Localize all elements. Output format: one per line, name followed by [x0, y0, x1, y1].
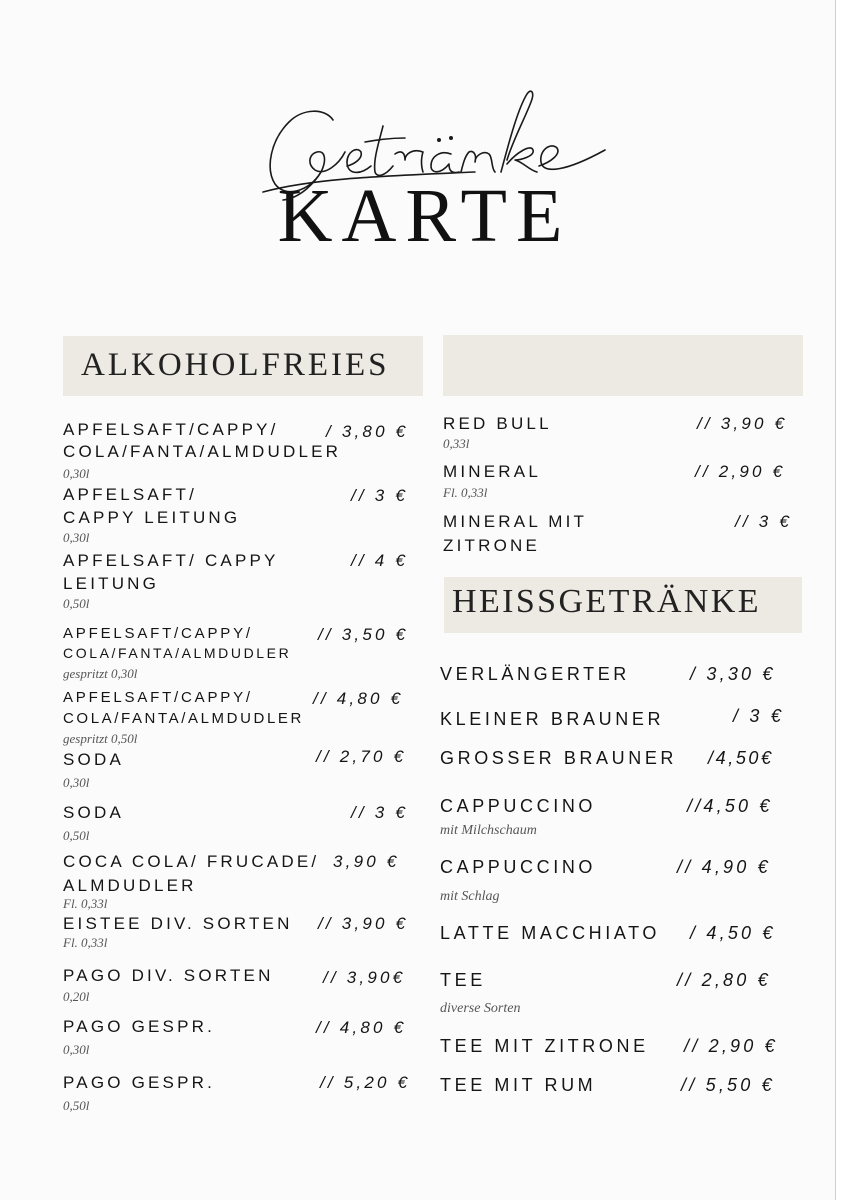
item-size: 0,30l [63, 530, 90, 545]
item-name: LATTE MACCHIATO [440, 923, 661, 943]
item-name: PAGO DIV. SORTEN [63, 966, 274, 985]
item-price: // 3 € [351, 803, 409, 822]
item-price: // 3 € [351, 486, 409, 505]
section-heading-heissgetraenke: HEISSGETRÄNKE [452, 583, 761, 620]
item-name-line2: COLA/FANTA/ALMDUDLER [63, 645, 292, 661]
item-price: // 3 € [735, 512, 793, 531]
item-name: CAPPUCCINO [440, 857, 597, 877]
item-name: PAGO GESPR. [63, 1073, 216, 1092]
item-price: / 3 € [733, 706, 785, 726]
item-name: RED BULL [443, 414, 552, 433]
item-size: Fl. 0,33l [63, 935, 108, 950]
item-size: Fl. 0,33l [443, 485, 488, 500]
item-name: CAPPUCCINO [440, 796, 597, 816]
item-size: 0,50l [63, 1098, 90, 1113]
item-price: 3,90 € [333, 852, 400, 871]
item-price: // 3,90 € [697, 414, 788, 433]
item-price: // 3,90€ [323, 968, 406, 987]
item-name: COCA COLA/ FRUCADE/ [63, 852, 320, 871]
item-name: TEE MIT ZITRONE [440, 1036, 649, 1056]
item-name: VERLÄNGERTER [440, 664, 630, 684]
section-banner-empty [443, 335, 803, 396]
item-price: // 2,70 € [316, 747, 407, 766]
item-name-line2: CAPPY LEITUNG [63, 508, 241, 527]
item-size: 0,50l [63, 596, 90, 611]
item-name: APFELSAFT/ CAPPY [63, 551, 279, 570]
item-name-line2: LEITUNG [63, 574, 160, 593]
item-price: // 2,90 € [684, 1036, 778, 1056]
item-size: Fl. 0,33l [63, 896, 108, 911]
item-size: 0,50l [63, 828, 90, 843]
page-title: KARTE [277, 174, 572, 258]
section-banner-heissgetraenke [444, 577, 802, 633]
item-size: 0,30l [63, 775, 90, 790]
item-note: diverse Sorten [440, 1001, 521, 1016]
item-name: APFELSAFT/CAPPY/ [63, 420, 279, 439]
item-name: TEE [440, 970, 486, 990]
item-price: // 4 € [351, 551, 409, 570]
item-price: // 5,20 € [320, 1073, 411, 1092]
item-name: MINERAL MIT [443, 512, 588, 531]
item-name: SODA [63, 750, 124, 769]
item-size: gespritzt 0,30l [63, 666, 138, 681]
item-price: /4,50€ [708, 748, 774, 768]
item-name-line2: ALMDUDLER [63, 876, 197, 895]
item-size: 0,30l [63, 466, 90, 481]
item-name: APFELSAFT/CAPPY/ [63, 689, 253, 706]
item-name-line2: ZITRONE [443, 536, 541, 555]
item-name: GROSSER BRAUNER [440, 748, 678, 768]
item-name: MINERAL [443, 462, 541, 481]
item-note: mit Schlag [440, 889, 500, 904]
item-price: // 2,90 € [695, 462, 786, 481]
item-name: SODA [63, 803, 124, 822]
item-size: 0,20l [63, 989, 90, 1004]
section-banner-alkoholfreies [63, 336, 423, 396]
item-name: APFELSAFT/ [63, 485, 198, 504]
item-size: gespritzt 0,50l [63, 731, 138, 746]
item-price: // 3,50 € [318, 625, 409, 644]
item-name: KLEINER BRAUNER [440, 709, 665, 729]
item-note: mit Milchschaum [440, 823, 537, 838]
item-name: TEE MIT RUM [440, 1075, 597, 1095]
item-size: 0,33l [443, 436, 470, 451]
item-price: // 4,90 € [677, 857, 771, 877]
item-price: / 3,30 € [690, 664, 776, 684]
item-name-line2: COLA/FANTA/ALMDUDLER [63, 442, 342, 461]
item-price: // 2,80 € [677, 970, 771, 990]
item-price: // 4,80 € [316, 1018, 407, 1037]
item-price: // 4,80 € [313, 689, 404, 708]
item-price: //4,50 € [687, 796, 773, 816]
item-size: 0,30l [63, 1042, 90, 1057]
item-name: EISTEE DIV. SORTEN [63, 914, 293, 933]
item-price: / 4,50 € [690, 923, 776, 943]
item-price: // 3,90 € [318, 914, 409, 933]
item-name-line2: COLA/FANTA/ALMDUDLER [63, 710, 304, 727]
item-price: / 3,80 € [326, 422, 409, 441]
section-heading-alkoholfreies: ALKOHOLFREIES [81, 347, 390, 383]
item-name: PAGO GESPR. [63, 1017, 216, 1036]
item-price: // 5,50 € [681, 1075, 775, 1095]
item-name: APFELSAFT/CAPPY/ [63, 625, 253, 642]
